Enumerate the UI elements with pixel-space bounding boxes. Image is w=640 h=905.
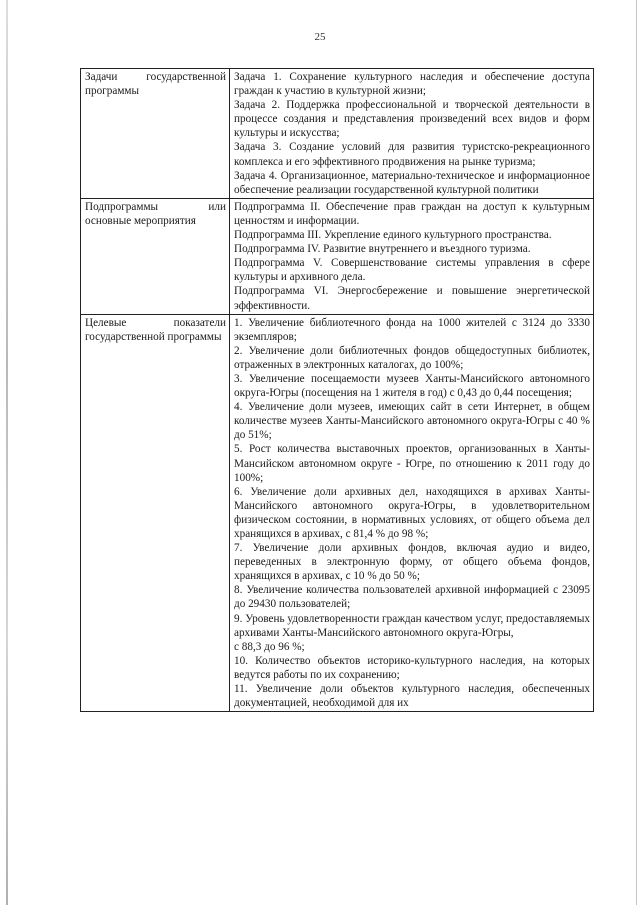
indicator-item: 1. Увеличение библиотечного фонда на 1000 жителей с 3124 до 3330 экземпляров; [234,316,590,343]
subprogram-item: Подпрограмма VI. Энергосбережение и повышение энергетической эффективности. [234,285,590,312]
row-label-indicators: Целевые показатели государственной программы [81,314,230,712]
task-item: Задача 3. Создание условий для развития туристско-рекреационного комплекса и его эффективного продвижения на рынке туризма; [234,141,590,168]
indicator-item: 4. Увеличение доли музеев, имеющих сайт в сети Интернет, в общем количестве музеев Ханты-Мансийского автономного округа-Югры с 40 % до 51%; [234,401,590,442]
indicator-item: 10. Количество объектов историко-культурного наследия, на которых ведутся работы по их сохранению; [234,654,590,681]
task-item: Задача 2. Поддержка профессиональной и творческой деятельности в процессе создания и представления произведений всех видов и форм культуры и искусства; [234,99,590,140]
indicator-item: 9. Уровень удовлетворенности граждан качеством услуг, предоставляемых архивами Ханты-Мансийского автономного округа-Югры, [234,612,590,639]
task-item: Задача 1. Сохранение культурного наследия и обеспечение доступа граждан к участию в культурной жизни; [234,71,590,98]
task-item: Задача 4. Организационное, материально-техническое и информационное обеспечение реализации государственной культурной политики [234,169,590,196]
row-content-tasks [230,69,594,199]
subprogram-item: Подпрограмма IV. Развитие внутреннего и въездного туризма. [234,243,531,256]
table-row-indicators [81,314,594,712]
row-label-subprograms: Подпрограммы или основные мероприятия [81,198,230,314]
row-label-tasks: Задачи государственной программы [81,69,230,199]
indicator-item: 2. Увеличение доли библиотечных фондов общедоступных библиотек, отраженных в электронных каталогах, до 100%; [234,344,590,371]
row-content-indicators [230,314,594,712]
indicator-item: 6. Увеличение доли архивных дел, находящихся в архивах Ханты-Мансийского автономного округа-Югры, в удовлетворительном физическом состоянии, в нормативных условиях, от общего объема дел хранящихся в архивах, с 81,4 % до 98 %; [234,485,590,540]
subprogram-item: Подпрограмма II. Обеспечение прав граждан на доступ к культурным ценностям и информации. [234,200,590,227]
table-row-subprograms [81,198,594,314]
scan-edge-left [6,0,8,905]
subprogram-item: Подпрограмма III. Укрепление единого культурного пространства. [234,229,552,242]
indicator-item: 8. Увеличение количества пользователей архивной информацией с 23095 до 29430 пользователей; [234,584,590,611]
indicator-item: с 88,3 до 96 %; [234,640,305,653]
indicator-item: 11. Увеличение доли объектов культурного наследия, обеспеченных документацией, необходимой для их [234,683,590,710]
indicator-item: 5. Рост количества выставочных проектов, организованных в Ханты-Мансийском автономном округе - Югре, по отношению к 2011 году до 100%; [234,443,590,484]
scan-edge-right [636,0,637,905]
row-content-subprograms [230,198,594,314]
indicator-item: 3. Увеличение посещаемости музеев Ханты-Мансийского автономного округа-Югры (посещения на 1 жителя в год) с 0,43 до 0,44 посещения; [234,372,590,400]
table-row-tasks [81,69,594,199]
program-passport-table [80,68,594,712]
indicator-item: 7. Увеличение доли архивных фондов, включая аудио и видео, переведенных в электронную форму, от общего объема фондов, хранящихся в архивах, с 10 % до 50 %; [234,542,590,583]
page-number: 25 [314,31,326,43]
subprogram-item: Подпрограмма V. Совершенствование системы управления в сфере культуры и архивного дела. [234,257,590,284]
